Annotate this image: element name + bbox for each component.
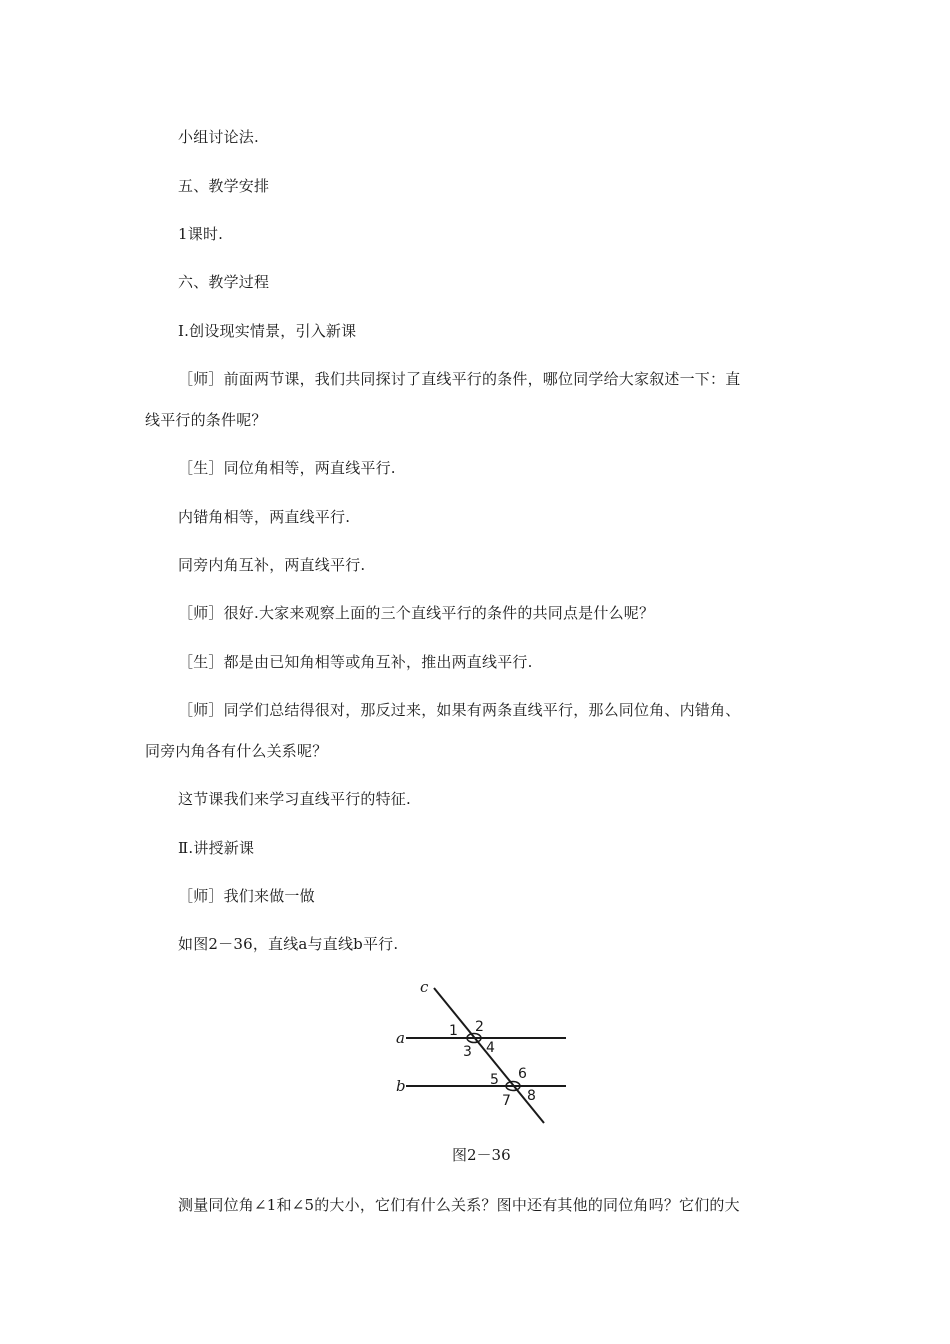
parallel-lines-figure xyxy=(390,980,580,1130)
text-line: ［师］我们来做一做 xyxy=(178,887,315,905)
subsection-heading: Ⅱ.讲授新课 xyxy=(178,839,255,857)
text-line: 1课时. xyxy=(178,225,224,243)
line-label-b: b xyxy=(396,1077,406,1095)
angle-label-1: 1 xyxy=(449,1023,458,1039)
text-line: ［师］很好.大家来观察上面的三个直线平行的条件的共同点是什么呢？ xyxy=(178,604,655,622)
text-line: 小组讨论法. xyxy=(178,128,259,146)
angle-label-2: 2 xyxy=(475,1019,484,1035)
line-label-a: a xyxy=(396,1029,405,1047)
subsection-heading: Ⅰ.创设现实情景，引入新课 xyxy=(178,322,357,340)
angle-label-7: 7 xyxy=(502,1093,511,1109)
line-label-c: c xyxy=(420,980,429,996)
angle-label-5: 5 xyxy=(490,1072,499,1088)
text-line: 如图2－36，直线a与直线b平行. xyxy=(178,935,399,953)
section-heading: 五、教学安排 xyxy=(178,177,270,195)
text-line: 内错角相等，两直线平行. xyxy=(178,508,351,526)
angle-label-6: 6 xyxy=(518,1066,527,1082)
text-line: 这节课我们来学习直线平行的特征. xyxy=(178,790,411,808)
section-heading: 六、教学过程 xyxy=(178,273,270,291)
text-line: ［生］同位角相等，两直线平行. xyxy=(178,459,396,477)
text-line: 线平行的条件呢？ xyxy=(145,411,267,429)
text-line: 同旁内角各有什么关系呢？ xyxy=(145,742,328,760)
text-line: 同旁内角互补，两直线平行. xyxy=(178,556,366,574)
angle-label-4: 4 xyxy=(486,1040,495,1056)
text-line: 测量同位角∠1和∠5的大小，它们有什么关系？图中还有其他的同位角吗？它们的大 xyxy=(178,1196,740,1214)
text-line: ［师］同学们总结得很对，那反过来，如果有两条直线平行，那么同位角、内错角、 xyxy=(178,701,741,719)
text-line: ［生］都是由已知角相等或角互补，推出两直线平行. xyxy=(178,653,533,671)
angle-label-3: 3 xyxy=(463,1044,472,1060)
angle-label-8: 8 xyxy=(527,1088,536,1104)
figure-caption: 图2－36 xyxy=(452,1146,511,1164)
text-line: ［师］前面两节课，我们共同探讨了直线平行的条件，哪位同学给大家叙述一下：直 xyxy=(178,370,741,388)
